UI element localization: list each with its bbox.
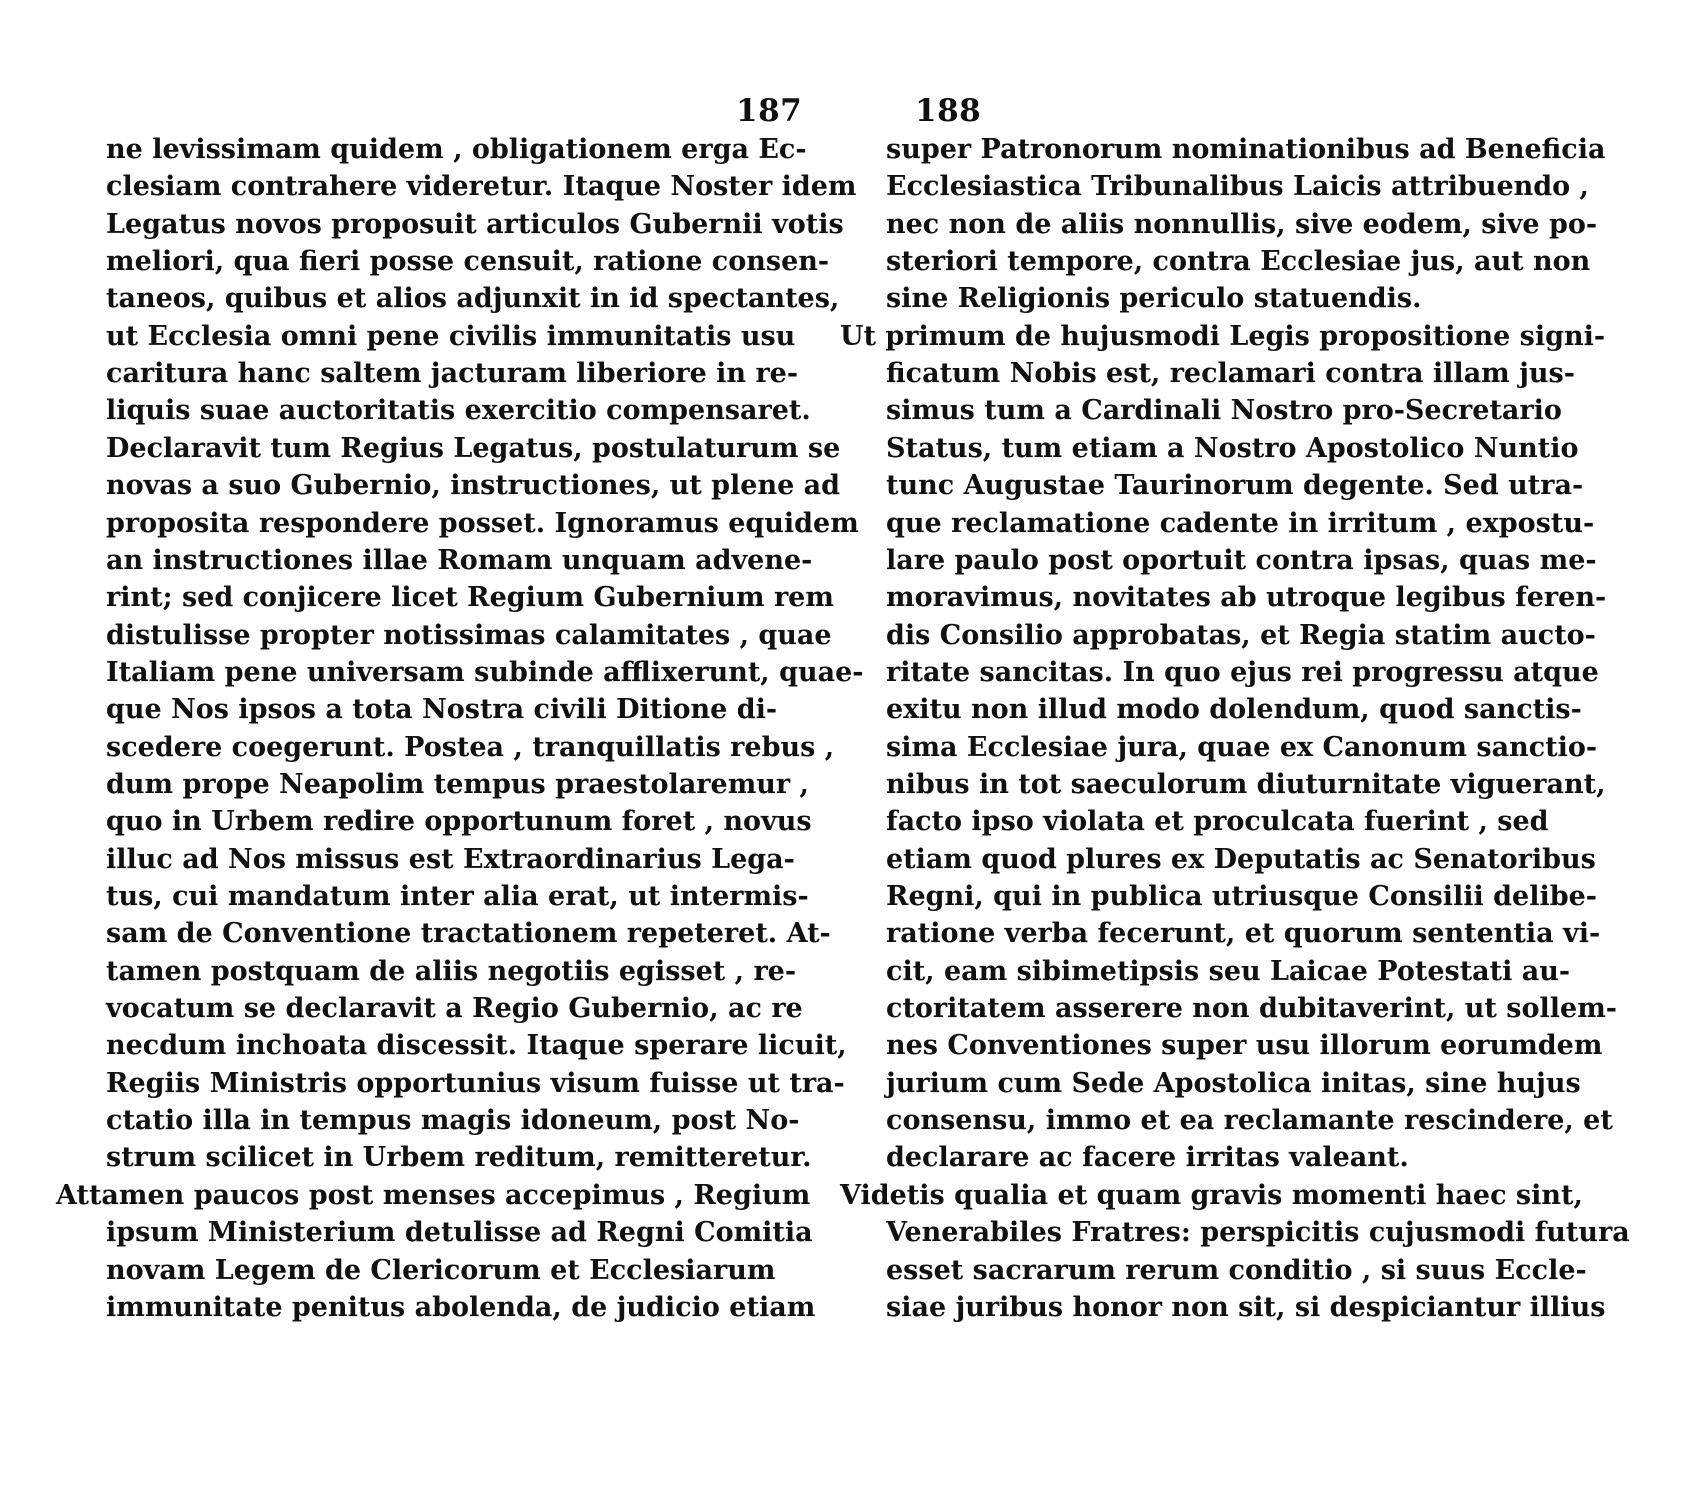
page-number-187: 187 <box>736 93 803 129</box>
right-page-line: simus tum a Cardinali Nostro pro-Secretario <box>886 395 1562 426</box>
right-page-line: sima Ecclesiae jura, quae ex Canonum sanctio- <box>886 732 1598 763</box>
left-page-line: quo in Urbem redire opportunum foret , novus <box>106 806 812 837</box>
left-page-line: illuc ad Nos missus est Extraordinarius Lega- <box>106 844 795 875</box>
right-page-line: moravimus, novitates ab utroque legibus feren- <box>886 582 1607 613</box>
right-page-line: Status, tum etiam a Nostro Apostolico Nuntio <box>886 433 1579 464</box>
left-page-line: immunitate penitus abolenda, de judicio etiam <box>106 1292 816 1323</box>
right-page-line: Ut primum de hujusmodi Legis propositione signi- <box>840 321 1606 352</box>
right-page-line: que reclamatione cadente in irritum , expostu- <box>886 508 1595 539</box>
left-page-line: liquis suae auctoritatis exercitio compensaret. <box>106 395 811 426</box>
right-page-line: ritate sancitas. In quo ejus rei progressu atque <box>886 657 1599 688</box>
left-page-line: Attamen paucos post menses accepimus , Regium <box>56 1180 811 1211</box>
right-page-line: consensu, immo et ea reclamante rescindere, et <box>886 1105 1613 1136</box>
right-page-line: ficatum Nobis est, reclamari contra illam jus- <box>886 358 1575 389</box>
left-page-line: scedere coegerunt. Postea , tranquillatis rebus , <box>106 732 835 763</box>
left-page-line: taneos, quibus et alios adjunxit in id spectantes, <box>106 283 840 314</box>
right-page-line: super Patronorum nominationibus ad Beneficia <box>886 134 1606 165</box>
left-page-line: ut Ecclesia omni pene civilis immunitatis usu <box>106 321 796 352</box>
left-page-line: an instructiones illae Romam unquam advene- <box>106 545 813 576</box>
left-page-line: novam Legem de Clericorum et Ecclesiarum <box>106 1255 776 1286</box>
right-page-line: cit, eam sibimetipsis seu Laicae Potestati au- <box>886 956 1571 987</box>
right-page-line: nec non de aliis nonnullis, sive eodem, sive po- <box>886 209 1598 240</box>
right-page-line: nibus in tot saeculorum diuturnitate viguerant, <box>886 769 1606 800</box>
right-page-line: facto ipso violata et proculcata fuerint , sed <box>886 806 1549 837</box>
right-page-line: jurium cum Sede Apostolica initas, sine hujus <box>886 1068 1581 1099</box>
right-page-line: nes Conventiones super usu illorum eorumdem <box>886 1030 1603 1061</box>
left-page-line: que Nos ipsos a tota Nostra civili Ditione di- <box>106 694 778 725</box>
left-page-line: rint; sed conjicere licet Regium Gubernium rem <box>106 582 834 613</box>
left-page-line: proposita respondere posset. Ignoramus equidem <box>106 508 859 539</box>
right-page-line: lare paulo post oportuit contra ipsas, quas me- <box>886 545 1597 576</box>
left-page-line: dum prope Neapolim tempus praestolaremur , <box>106 769 809 800</box>
right-page-line: siae juribus honor non sit, si despiciantur illius <box>886 1292 1606 1323</box>
left-page-line: sam de Conventione tractationem repeteret. At- <box>106 918 831 949</box>
right-page-line: ratione verba fecerunt, et quorum sententia vi- <box>886 918 1601 949</box>
left-page-line: clesiam contrahere videretur. Itaque Noster idem <box>106 171 857 202</box>
left-page-line: ctatio illa in tempus magis idoneum, post No- <box>106 1105 800 1136</box>
left-page-line: Italiam pene universam subinde afflixerunt, quae- <box>106 657 864 688</box>
left-page-line: strum scilicet in Urbem reditum, remitteretur. <box>106 1142 812 1173</box>
left-page-line: Regiis Ministris opportunius visum fuisse ut tra- <box>106 1068 845 1099</box>
left-page-line: novas a suo Gubernio, instructiones, ut plene ad <box>106 470 841 501</box>
left-page-line: ipsum Ministerium detulisse ad Regni Comitia <box>106 1217 813 1248</box>
right-page-line: tunc Augustae Taurinorum degente. Sed utra- <box>886 470 1584 501</box>
right-page-line: Venerabiles Fratres: perspicitis cujusmodi futura <box>886 1217 1630 1248</box>
right-page-line: Regni, qui in publica utriusque Consilii delibe- <box>886 881 1597 912</box>
left-page-line: ne levissimam quidem , obligationem erga Ec- <box>106 134 807 165</box>
right-page-line: sine Religionis periculo statuendis. <box>886 283 1422 314</box>
page-number-188: 188 <box>915 93 982 129</box>
left-page-line: tamen postquam de aliis negotiis egisset , re- <box>106 956 797 987</box>
right-page-line: etiam quod plures ex Deputatis ac Senatoribus <box>886 844 1596 875</box>
left-page-line: necdum inchoata discessit. Itaque sperare licuit, <box>106 1030 847 1061</box>
right-page-line: steriori tempore, contra Ecclesiae jus, aut non <box>886 246 1591 277</box>
left-page-line: caritura hanc saltem jacturam liberiore in re- <box>106 358 799 389</box>
right-page-line: declarare ac facere irritas valeant. <box>886 1142 1409 1173</box>
right-page-line: Ecclesiastica Tribunalibus Laicis attribuendo , <box>886 171 1589 202</box>
right-page-line: exitu non illud modo dolendum, quod sanctis- <box>886 694 1582 725</box>
right-page-line: ctoritatem asserere non dubitaverint, ut sollem- <box>886 993 1617 1024</box>
right-page <box>840 0 1698 1500</box>
left-page-line: meliori, qua fieri posse censuit, ratione consen- <box>106 246 830 277</box>
left-page-line: Legatus novos proposuit articulos Gubernii votis <box>106 209 844 240</box>
left-page-line: Declaravit tum Regius Legatus, postulaturum se <box>106 433 841 464</box>
left-page-line: tus, cui mandatum inter alia erat, ut intermis- <box>106 881 809 912</box>
right-page-line: Videtis qualia et quam gravis momenti haec sint, <box>840 1180 1583 1211</box>
right-page-line: dis Consilio approbatas, et Regia statim aucto- <box>886 620 1596 651</box>
left-page-line: distulisse propter notissimas calamitates , quae <box>106 620 832 651</box>
left-page-line: vocatum se declaravit a Regio Gubernio, ac re <box>106 993 803 1024</box>
right-page-line: esset sacrarum rerum conditio , si suus Eccle- <box>886 1255 1587 1286</box>
